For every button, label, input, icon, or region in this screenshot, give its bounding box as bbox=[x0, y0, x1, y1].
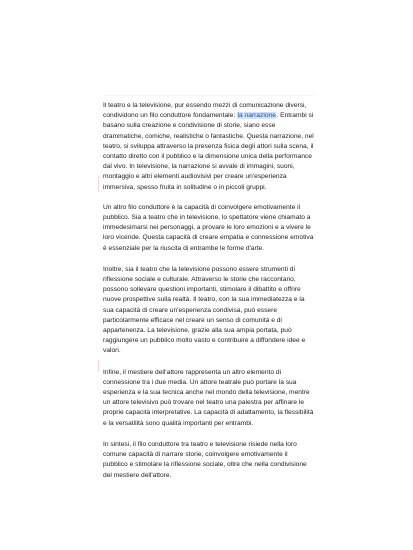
paragraph-3[interactable]: Inoltre, sia il teatro che la televisione possono essere strumenti di riflessione sociale e culturale. Attraverso le storie che raccontano, possono sollevare questioni importanti, stimolare il dibattito e offrire nuove prospettive sulla realtà. Il teatro, con la sua immediatezza e la sua capacità di creare un'esperienza condivisa, può essere particolarmente efficace nel creare un senso di comunità e di appartenenza. La televisione, grazie alla sua ampia portata, può raggiungere un pubblico molto vasto e contribuire a diffondere idee e valori. bbox=[103, 265, 306, 355]
highlighted-phrase[interactable]: la narrazione bbox=[237, 112, 276, 120]
paragraph-1-text-before: Il teatro e la televisione, pur essendo mezzi di comunicazione diversi, condividono un filo conduttore fondamentale: bbox=[103, 102, 307, 120]
page-divider bbox=[103, 95, 314, 96]
paragraph-4[interactable]: Infine, il mestiere dell'attore rappresenta un altro elemento di connessione tra i due media. Un attore teatrale può portare la sua esperienza e la sua tecnica anche nel mondo della televisione, mentre un attore televisivo può trovare nel teatro una palestra per affinare le proprie capacità interpretative. La capacità di adattamento, la flessibilità e la versatilità sono qualità importanti per entrambi. bbox=[103, 368, 314, 427]
paragraph-1[interactable] bbox=[103, 101, 314, 193]
paragraph-1-text-after: . Entrambi si basano sulla creazione e condivisione di storie, siano esse drammatiche, comiche, realistiche o fantastiche. Questa narrazione, nel teatro, si sviluppa attraverso la presenza fisica degli attori sulla scena, il contatto diretto con il pubblico e la dimensione unica della performance dal vivo. In televisione, la narrazione si avvale di immagini, suoni, montaggio e altri elementi audiovisivi per creare un'esperienza immersiva, spesso fruita in solitudine o in piccoli gruppi. bbox=[103, 112, 314, 191]
paragraph-5[interactable]: In sintesi, il filo conduttore tra teatro e televisione risiede nella loro comune capacità di narrare storie, coinvolgere emotivamente il pubblico e stimolare la riflessione sociale, oltre che nella condivisione del mestiere dell'attore. bbox=[103, 440, 307, 479]
margin-mark bbox=[98, 176, 99, 192]
document-body bbox=[103, 101, 314, 481]
paragraph-2[interactable]: Un altro filo conduttore è la capacità di coinvolgere emotivamente il pubblico. Sia a teatro che in televisione, lo spettatore viene chiamato a immedesimarsi nei personaggi, a provare le loro emozioni e a vivere le loro vicende. Questa capacità di creare empatia e connessione emotiva è essenziale per la riuscita di entrambe le forme d'arte. bbox=[103, 203, 314, 252]
margin-mark bbox=[98, 360, 99, 372]
